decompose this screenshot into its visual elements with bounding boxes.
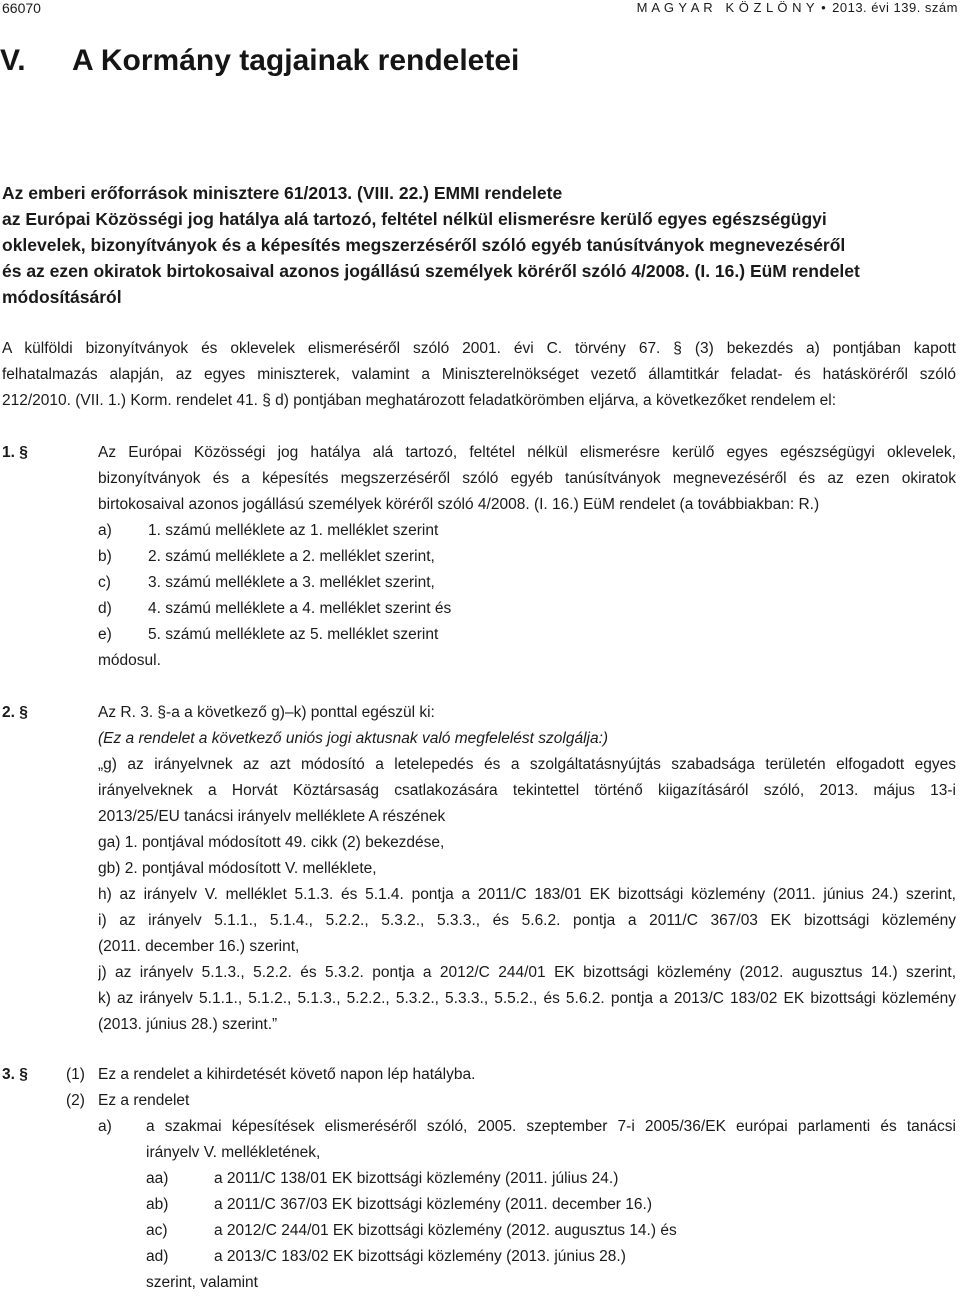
decree-title-line: módosításáról [2, 287, 122, 307]
item-text: a 2013/C 183/02 EK bizottsági közlemény (2013. június 28.) [214, 1248, 626, 1265]
section-2-line: (2011. december 16.) szerint, [98, 938, 300, 955]
decree-title [2, 180, 950, 310]
point-a-line: irányelv V. mellékletének, [146, 1144, 321, 1161]
decree-title-line: oklevelek, bizonyítványok és a képesítés megszerzéséről szóló egyéb tanúsítványok megnevezéséről [2, 235, 846, 255]
section-2-line: irányelveknek a Horvát Köztársaság csatlakozására tekintettel történő kiigazításáról szóló, 2013. május 13-i [98, 782, 956, 799]
list-item [98, 622, 956, 648]
chapter-title: A Kormány tagjainak rendeletei [72, 44, 520, 77]
section-1-line: bizonyítványok és a képesítés megszerzéséről szóló egyéb tanúsítványok megnevezéséről és az ezen okiratok [98, 470, 956, 487]
point-a-tail: szerint, valamint [146, 1274, 258, 1291]
item-letter: c) [98, 574, 111, 591]
item-letter: d) [98, 600, 112, 617]
section-2-body [98, 700, 956, 1038]
section-1-closing: módosul. [98, 652, 161, 669]
paragraph-1-number: (1) [66, 1066, 85, 1083]
journal-header [637, 0, 958, 15]
section-1-body [98, 440, 956, 674]
preamble-line: 212/2010. (VII. 1.) Korm. rendelet 41. § d) pontjában meghatározott feladatkörömben eljárva, a következőket rendelem el: [2, 392, 837, 409]
section-2-line: ga) 1. pontjával módosított 49. cikk (2) bekezdése, [98, 834, 445, 851]
section-1-label: 1. § [2, 444, 28, 461]
preamble-line: felhatalmazás alapján, az egyes miniszterek, valamint a Miniszterelnökséget vezető államtitkár feladat- és hatásköréről szóló [2, 366, 956, 383]
list-item [98, 570, 956, 596]
section-2-line: 2013/25/EU tanácsi irányelv melléklete A részének [98, 808, 446, 825]
list-item [146, 1166, 956, 1192]
section-2-intro: Az R. 3. §-a a következő g)–k) ponttal egészül ki: [98, 704, 435, 721]
section-2-italic-note: (Ez a rendelet a következő uniós jogi aktusnak való megfelelést szolgálja:) [98, 730, 609, 747]
decree-title-line: az Európai Közösségi jog hatálya alá tartozó, feltétel nélkül elismerésre kerülő egyes egészségügyi [2, 209, 827, 229]
item-text: 4. számú melléklete a 4. melléklet szerint és [148, 600, 452, 617]
section-2-line: i) az irányelv 5.1.1., 5.1.4., 5.2.2., 5.3.2., 5.3.3., és 5.6.2. pontja a 2011/C 367/03 EK bizottsági közlemény [98, 912, 956, 929]
decree-title-line: és az ezen okiratok birtokosaival azonos jogállású személyek köréről szóló 4/2008. (I. 16.) EüM rendelet [2, 261, 860, 281]
list-item [146, 1218, 956, 1244]
item-letter: b) [98, 548, 112, 565]
point-a-line: a szakmai képesítések elismeréséről szóló, 2005. szeptember 7-i 2005/36/EK európai parlamenti és tanácsi [146, 1118, 956, 1135]
paragraph-2-text: Ez a rendelet [98, 1092, 190, 1109]
list-item [98, 596, 956, 622]
chapter-heading [0, 44, 519, 78]
decree-title-line: Az emberi erőforrások minisztere 61/2013. (VIII. 22.) EMMI rendelete [2, 183, 563, 203]
section-2-label: 2. § [2, 704, 28, 721]
section-1-line: birtokosaival azonos jogállású személyek köréről szóló 4/2008. (I. 16.) EüM rendelet (a továbbiakban: R.) [98, 496, 820, 513]
section-2-line: j) az irányelv 5.1.3., 5.2.2. és 5.3.2. pontja a 2012/C 244/01 EK bizottsági közlemény (2012. augusztus 14.) szerint, [98, 964, 956, 981]
page-number: 66070 [2, 0, 41, 16]
item-letter: a) [98, 522, 112, 539]
section-2-line: k) az irányelv 5.1.1., 5.1.2., 5.1.3., 5.2.2., 5.3.2., 5.3.3., 5.5.2., és 5.6.2. pontja a 2013/C 183/02 EK bizottsági közlemény [98, 990, 956, 1007]
list-item [98, 544, 956, 570]
preamble [2, 336, 956, 414]
item-letter: ab) [146, 1196, 169, 1213]
section-2-line: gb) 2. pontjával módosított V. melléklete, [98, 860, 377, 877]
section-2-line: „g) az irányelvnek az azt módosító a letelepedés és a szolgáltatásnyújtás szabadsága területén elfogadott egyes [98, 756, 956, 773]
issue-number: 2013. évi 139. szám [832, 0, 958, 15]
item-letter: ad) [146, 1248, 169, 1265]
item-letter: aa) [146, 1170, 169, 1187]
list-item [146, 1192, 956, 1218]
journal-name: M A G Y A R K Ö Z L Ö N Y [636, 0, 816, 15]
item-text: 3. számú melléklete a 3. melléklet szerint, [148, 574, 435, 591]
paragraph-2-number: (2) [66, 1092, 85, 1109]
section-2-line: (2013. június 28.) szerint.” [98, 1016, 278, 1033]
list-item [98, 518, 956, 544]
paragraph-1-text: Ez a rendelet a kihirdetését követő napon lép hatályba. [98, 1066, 476, 1083]
section-3-label: 3. § [2, 1066, 28, 1083]
item-text: 2. számú melléklete a 2. melléklet szerint, [148, 548, 435, 565]
item-text: 5. számú melléklete az 5. melléklet szerint [148, 626, 439, 643]
header-bullet: • [821, 0, 827, 15]
chapter-numeral: V. [0, 44, 26, 77]
item-text: a 2011/C 138/01 EK bizottsági közlemény (2011. július 24.) [214, 1170, 619, 1187]
preamble-line: A külföldi bizonyítványok és oklevelek elismeréséről szóló 2001. évi C. törvény 67. § (3) bekezdés a) pontjában kapott [2, 340, 956, 357]
item-text: a 2011/C 367/03 EK bizottsági közlemény (2011. december 16.) [214, 1196, 652, 1213]
list-item [146, 1244, 956, 1270]
item-letter: ac) [146, 1222, 168, 1239]
item-text: a 2012/C 244/01 EK bizottsági közlemény (2012. augusztus 14.) és [214, 1222, 677, 1239]
item-text: 1. számú melléklete az 1. melléklet szerint [148, 522, 439, 539]
section-1-line: Az Európai Közösségi jog hatálya alá tartozó, feltétel nélkül elismerésre kerülő egyes egészségügyi oklevelek, [98, 444, 956, 461]
point-a-body [146, 1114, 956, 1296]
point-a-letter: a) [98, 1118, 112, 1135]
section-2-line: h) az irányelv V. melléklet 5.1.3. és 5.1.4. pontja a 2011/C 183/01 EK bizottsági közlemény (2011. június 24.) szerint, [98, 886, 956, 903]
item-letter: e) [98, 626, 112, 643]
